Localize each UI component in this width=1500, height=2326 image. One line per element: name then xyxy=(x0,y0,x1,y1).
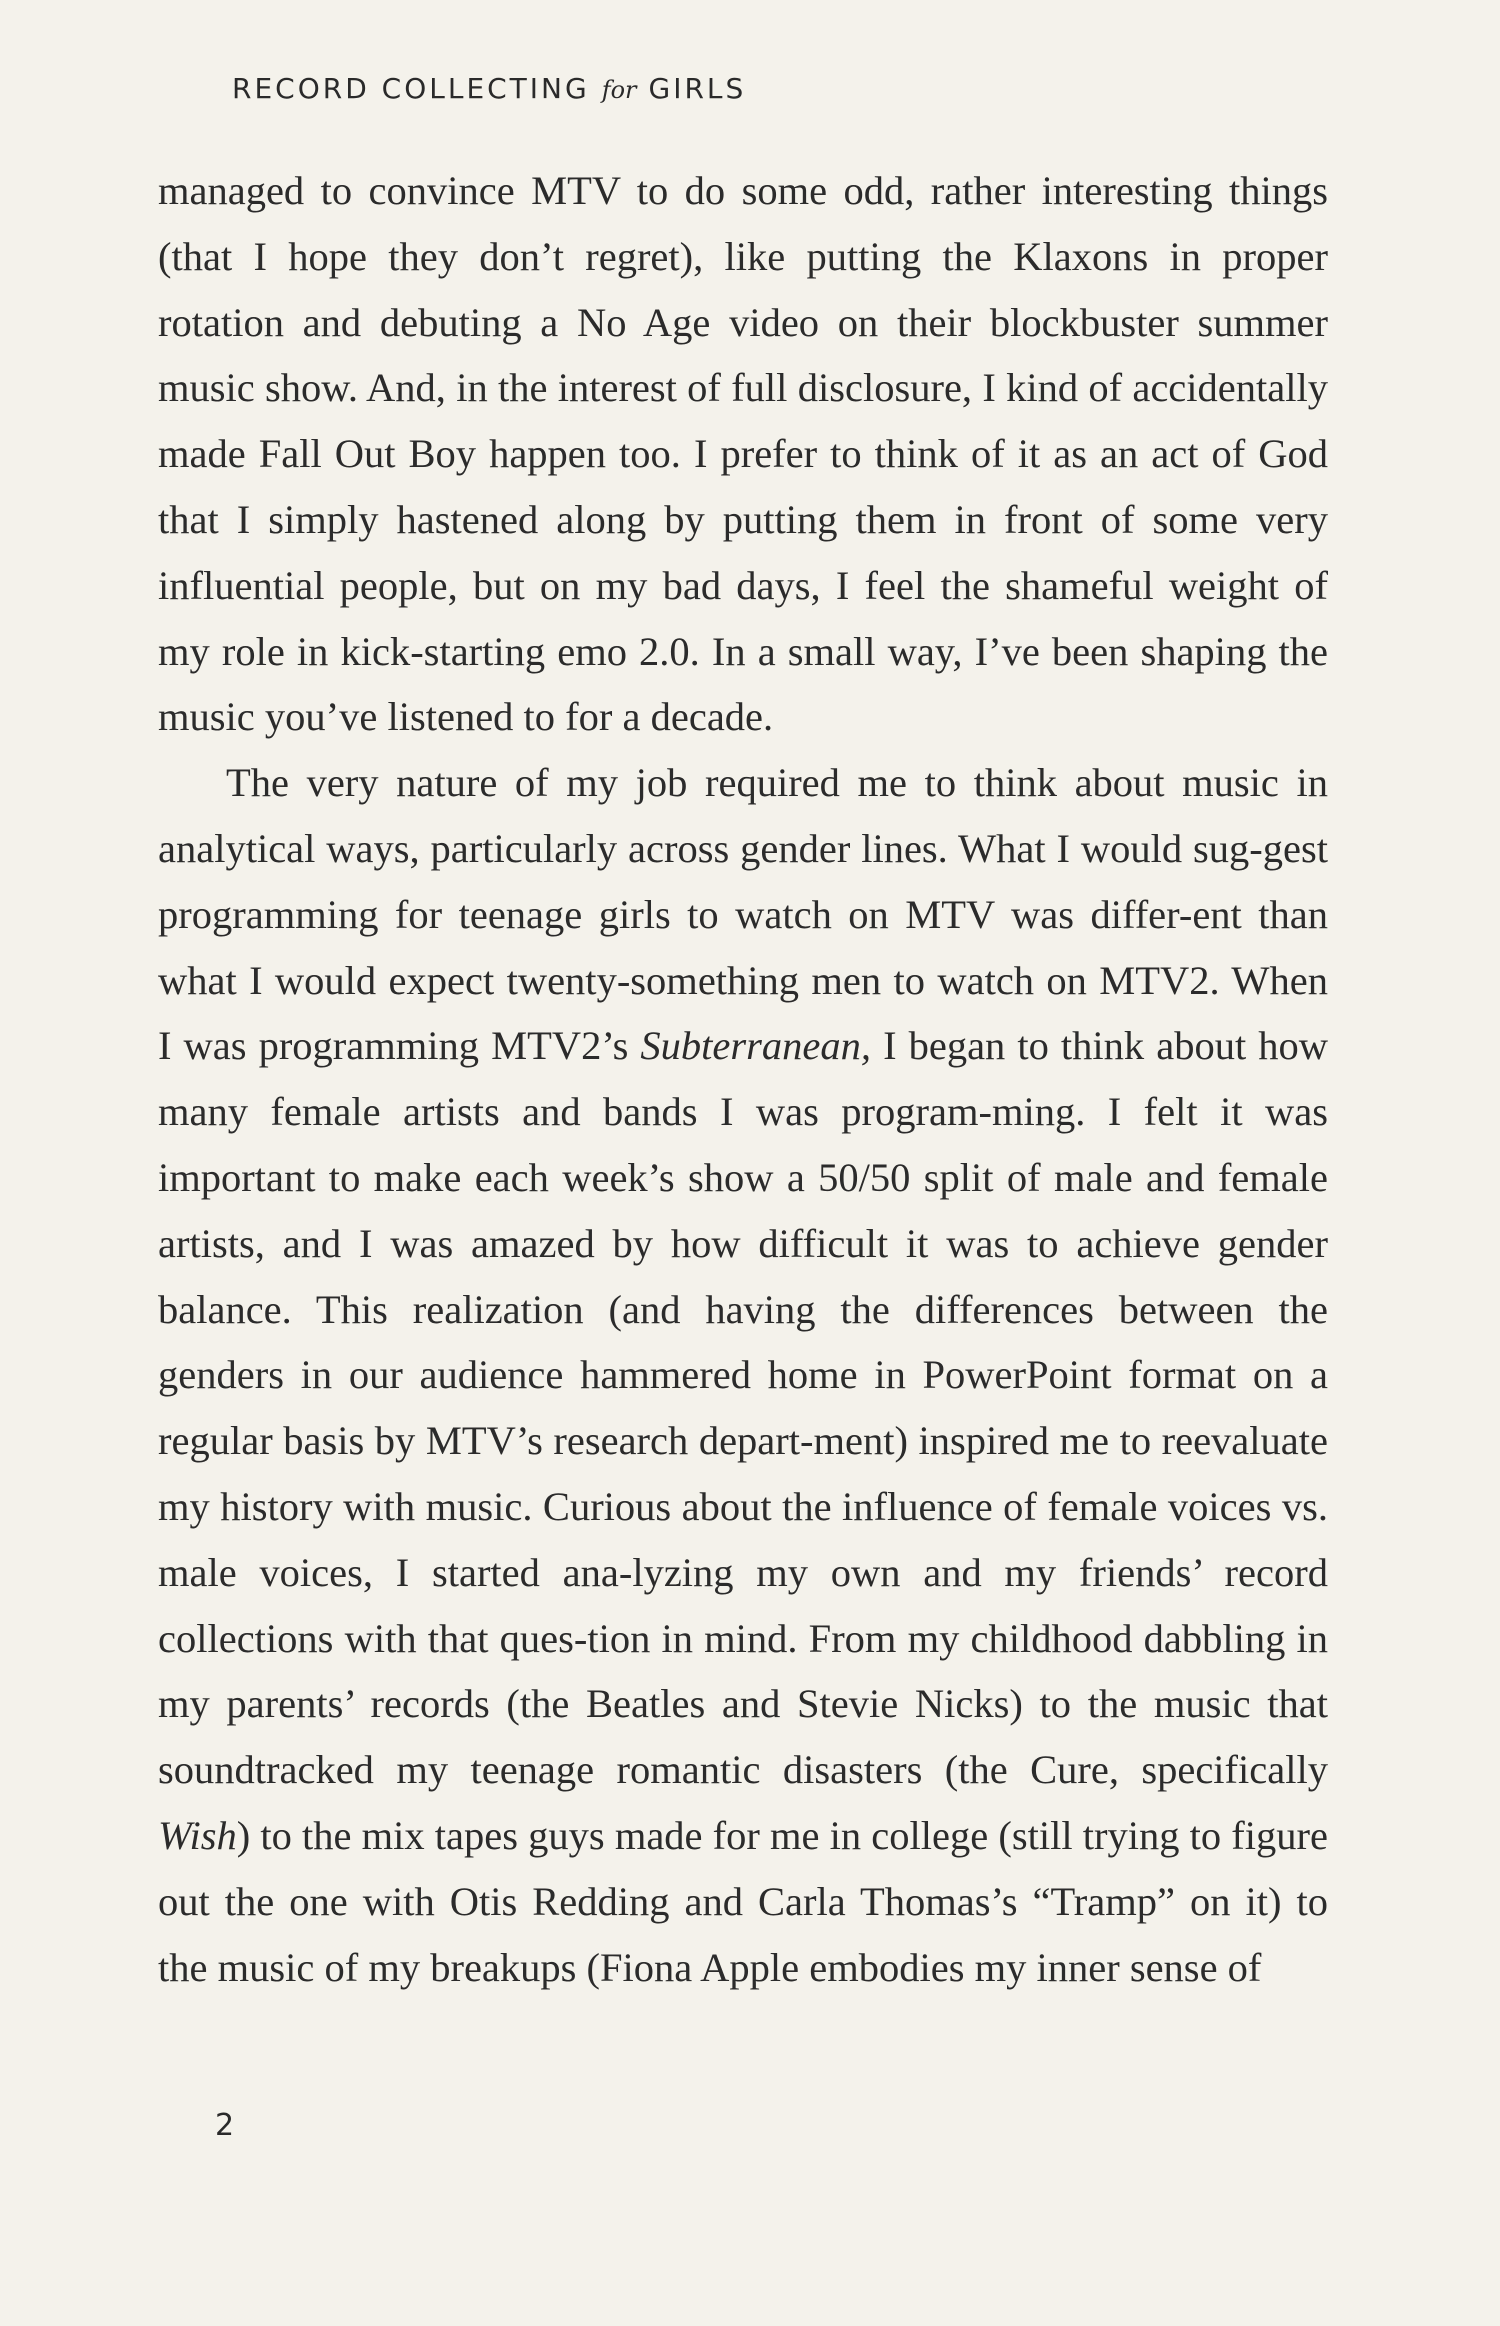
paragraph-1-text: managed to convince MTV to do some odd, rather interesting things (that I hope they don’t regret), like putting the Klaxons in proper rotation and debuting a No Age video on their blockbuster summer music show. And, in the interest of full disclosure, I kind of accidentally made Fall Out Boy happen too. I prefer to think of it as an act of God that I simply hastened along by putting them in front of some very influential people, but on my bad days, I feel the shameful weight of my role in kick-starting emo 2.0. In a small way, I’ve been shaping the music you’ve listened to for a decade. xyxy=(158,168,1328,740)
running-head xyxy=(232,72,746,105)
paragraph-2-text-c: ) to the mix tapes guys made for me in college (still trying to figure out the one with Otis Redding and Carla Thomas’s “Tramp” on it) to the music of my breakups (Fiona Apple embodies my inner sense of xyxy=(158,1812,1328,1990)
body-text xyxy=(158,158,1328,2000)
paragraph-1 xyxy=(158,158,1328,750)
page-number: 2 xyxy=(215,2108,235,2143)
show-title-subterranean: Subterranean, xyxy=(640,1023,872,1069)
running-head-girls: GIRLS xyxy=(648,72,747,105)
running-head-for: for xyxy=(601,76,637,104)
paragraph-2-text-a: The very nature of my job required me to think about music in analytical ways, particularly across gender lines. What I would sug-gest programming for teenage girls to watch on MTV was differ-ent than what I would expect twenty-something men to watch on MTV2. When I was programming MTV2’s xyxy=(158,760,1328,1069)
paragraph-2 xyxy=(158,750,1328,2000)
running-head-title: RECORD COLLECTING xyxy=(232,72,590,105)
paragraph-2-text-b: I began to think about how many female artists and bands I was program-ming. I felt it was important to make each week’s show a 50/50 split of male and female artists, and I was amazed by how difficult it was to achieve gender balance. This realization (and having the differences between the genders in our audience hammered home in PowerPoint format on a regular basis by MTV’s research depart-ment) inspired me to reevaluate my history with music. Curious about the influence of female voices vs. male voices, I started ana-lyzing my own and my friends’ record collections with that ques-tion in mind. From my childhood dabbling in my parents’ records (the Beatles and Stevie Nicks) to the music that soundtracked my teenage romantic disasters (the Cure, specifically xyxy=(158,1023,1328,1793)
album-title-wish: Wish xyxy=(158,1812,237,1858)
